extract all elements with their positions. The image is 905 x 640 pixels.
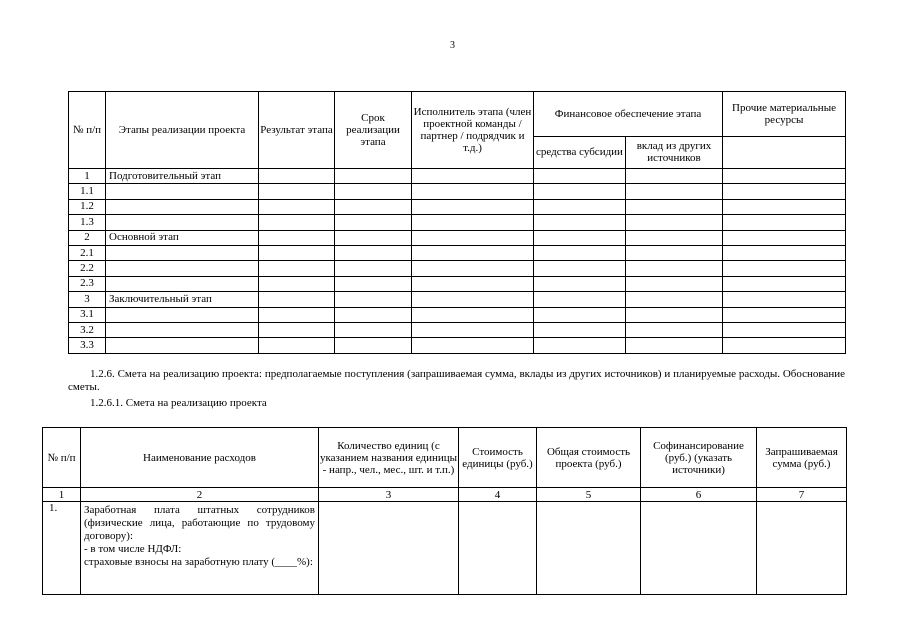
- column-index: 1: [43, 488, 81, 502]
- stage-cell: [335, 184, 412, 199]
- stage-cell: [534, 322, 626, 337]
- stage-cell: [412, 169, 534, 184]
- budget-row-num: 1.: [43, 502, 81, 595]
- stage-cell: [626, 199, 723, 214]
- table-row: [43, 502, 847, 595]
- stage-cell: [259, 245, 335, 260]
- table-row: [69, 292, 846, 307]
- stage-cell: [412, 230, 534, 245]
- stage-cell: [412, 261, 534, 276]
- budget-header-quantity: Количество единиц (с указанием названия единицы - напр., чел., мес., шт. и т.п.): [319, 428, 459, 488]
- stage-cell: [534, 307, 626, 322]
- stage-cell: [335, 276, 412, 291]
- stage-cell: [335, 199, 412, 214]
- budget-row-quantity: [319, 502, 459, 595]
- header-financing-subsidy: средства субсидии: [534, 136, 626, 168]
- stage-name: Заключительный этап: [106, 292, 259, 307]
- stage-cell: [723, 199, 846, 214]
- stage-cell: [534, 245, 626, 260]
- stage-cell: [723, 245, 846, 260]
- column-index: 7: [757, 488, 847, 502]
- stage-num: 3.1: [69, 307, 106, 322]
- table-row: [69, 199, 846, 214]
- stage-num: 1.2: [69, 199, 106, 214]
- stage-name: [106, 215, 259, 230]
- stage-cell: [335, 230, 412, 245]
- stage-cell: [335, 169, 412, 184]
- stage-cell: [723, 184, 846, 199]
- stage-name: Подготовительный этап: [106, 169, 259, 184]
- stage-num: 3.2: [69, 322, 106, 337]
- stage-cell: [259, 307, 335, 322]
- column-index-row: [43, 488, 847, 502]
- budget-header-requested: Запрашиваемая сумма (руб.): [757, 428, 847, 488]
- stage-cell: [723, 292, 846, 307]
- table-row: [69, 230, 846, 245]
- column-index: 4: [459, 488, 537, 502]
- budget-header-total-cost: Общая стоимость проекта (руб.): [537, 428, 641, 488]
- stage-cell: [723, 261, 846, 276]
- column-index: 6: [641, 488, 757, 502]
- salary-line: Заработная плата штатных сотрудников (физические лица, работающие по трудовому договору):: [84, 504, 315, 542]
- header-other-resources: Прочие материальные ресурсы: [723, 92, 846, 137]
- budget-header-cofinancing: Софинансирование (руб.) (указать источники): [641, 428, 757, 488]
- table-row: [69, 184, 846, 199]
- stage-cell: [534, 292, 626, 307]
- stage-cell: [723, 322, 846, 337]
- budget-row-total-cost: [537, 502, 641, 595]
- stage-cell: [626, 184, 723, 199]
- stage-num: 3: [69, 292, 106, 307]
- header-result: Результат этапа: [259, 92, 335, 169]
- stage-cell: [534, 215, 626, 230]
- table-row: [69, 215, 846, 230]
- stage-cell: [412, 307, 534, 322]
- stage-cell: [259, 292, 335, 307]
- stage-cell: [259, 276, 335, 291]
- stage-name: [106, 245, 259, 260]
- stage-name: [106, 307, 259, 322]
- stage-cell: [626, 338, 723, 353]
- paragraph-budget-heading: 1.2.6.1. Смета на реализацию проекта: [90, 397, 267, 409]
- stage-cell: [534, 169, 626, 184]
- stage-cell: [534, 338, 626, 353]
- stage-cell: [259, 322, 335, 337]
- stage-name: [106, 322, 259, 337]
- stages-table-body: [69, 169, 846, 354]
- stage-cell: [335, 338, 412, 353]
- stage-cell: [335, 307, 412, 322]
- stage-cell: [626, 261, 723, 276]
- stage-cell: [626, 276, 723, 291]
- header-financing-other: вклад из других источников: [626, 136, 723, 168]
- stage-cell: [723, 307, 846, 322]
- stage-cell: [259, 230, 335, 245]
- stage-cell: [335, 245, 412, 260]
- stage-cell: [626, 245, 723, 260]
- stage-num: 1.3: [69, 215, 106, 230]
- stage-cell: [626, 215, 723, 230]
- table-row: [69, 169, 846, 184]
- ndfl-line: - в том числе НДФЛ:: [84, 543, 182, 555]
- stage-cell: [534, 184, 626, 199]
- stage-cell: [412, 338, 534, 353]
- stage-num: 2: [69, 230, 106, 245]
- stage-cell: [723, 215, 846, 230]
- stage-num: 1.1: [69, 184, 106, 199]
- header-num: № п/п: [69, 92, 106, 169]
- budget-row-description: [81, 502, 319, 595]
- stage-cell: [534, 261, 626, 276]
- stage-cell: [259, 199, 335, 214]
- stages-table: [68, 91, 846, 354]
- header-executor: Исполнитель этапа (член проектной команды / партнер / подрядчик и т.д.): [412, 92, 534, 169]
- header-stages: Этапы реализации проекта: [106, 92, 259, 169]
- stage-name: [106, 261, 259, 276]
- header-other-resources-empty: [723, 136, 846, 168]
- stage-num: 3.3: [69, 338, 106, 353]
- table-row: [69, 261, 846, 276]
- stage-cell: [412, 276, 534, 291]
- stage-name: [106, 276, 259, 291]
- stage-cell: [335, 215, 412, 230]
- stage-name: Основной этап: [106, 230, 259, 245]
- table-row: [69, 307, 846, 322]
- stage-cell: [534, 276, 626, 291]
- stage-cell: [534, 199, 626, 214]
- budget-header-unit-cost: Стоимость единицы (руб.): [459, 428, 537, 488]
- stage-name: [106, 184, 259, 199]
- stage-cell: [723, 230, 846, 245]
- table-row: [69, 276, 846, 291]
- stage-cell: [412, 215, 534, 230]
- stage-cell: [626, 169, 723, 184]
- budget-table: [42, 427, 847, 595]
- stage-cell: [626, 230, 723, 245]
- column-index: 2: [81, 488, 319, 502]
- budget-row-cofinancing: [641, 502, 757, 595]
- stage-cell: [626, 307, 723, 322]
- stage-cell: [723, 338, 846, 353]
- stage-cell: [412, 245, 534, 260]
- header-financing: Финансовое обеспечение этапа: [534, 92, 723, 137]
- stage-cell: [259, 215, 335, 230]
- paragraph-budget-intro: 1.2.6. Смета на реализацию проекта: предполагаемые поступления (запрашиваемая сумма, вклады из других источников) и планируемые расходы. Обоснование сметы.: [68, 368, 845, 393]
- table-row: [69, 338, 846, 353]
- table-row: [69, 322, 846, 337]
- stage-cell: [412, 184, 534, 199]
- budget-row-unit-cost: [459, 502, 537, 595]
- header-term: Срок реализации этапа: [335, 92, 412, 169]
- stage-cell: [259, 169, 335, 184]
- stage-num: 2.1: [69, 245, 106, 260]
- stage-cell: [412, 199, 534, 214]
- stage-num: 1: [69, 169, 106, 184]
- stage-cell: [259, 338, 335, 353]
- stage-cell: [335, 261, 412, 276]
- stage-cell: [412, 292, 534, 307]
- column-index: 5: [537, 488, 641, 502]
- stage-cell: [335, 292, 412, 307]
- stage-cell: [626, 322, 723, 337]
- page-number: 3: [450, 40, 455, 51]
- stage-cell: [723, 276, 846, 291]
- stage-name: [106, 338, 259, 353]
- stage-cell: [534, 230, 626, 245]
- column-index: 3: [319, 488, 459, 502]
- stage-cell: [335, 322, 412, 337]
- budget-header-num: № п/п: [43, 428, 81, 488]
- stage-cell: [412, 322, 534, 337]
- stage-num: 2.3: [69, 276, 106, 291]
- stage-cell: [626, 292, 723, 307]
- stage-num: 2.2: [69, 261, 106, 276]
- stage-name: [106, 199, 259, 214]
- budget-header-name: Наименование расходов: [81, 428, 319, 488]
- stage-cell: [723, 169, 846, 184]
- stage-cell: [259, 261, 335, 276]
- table-row: [69, 245, 846, 260]
- insurance-line: страховые взносы на заработную плату (____%):: [84, 556, 313, 568]
- stage-cell: [259, 184, 335, 199]
- budget-row-requested: [757, 502, 847, 595]
